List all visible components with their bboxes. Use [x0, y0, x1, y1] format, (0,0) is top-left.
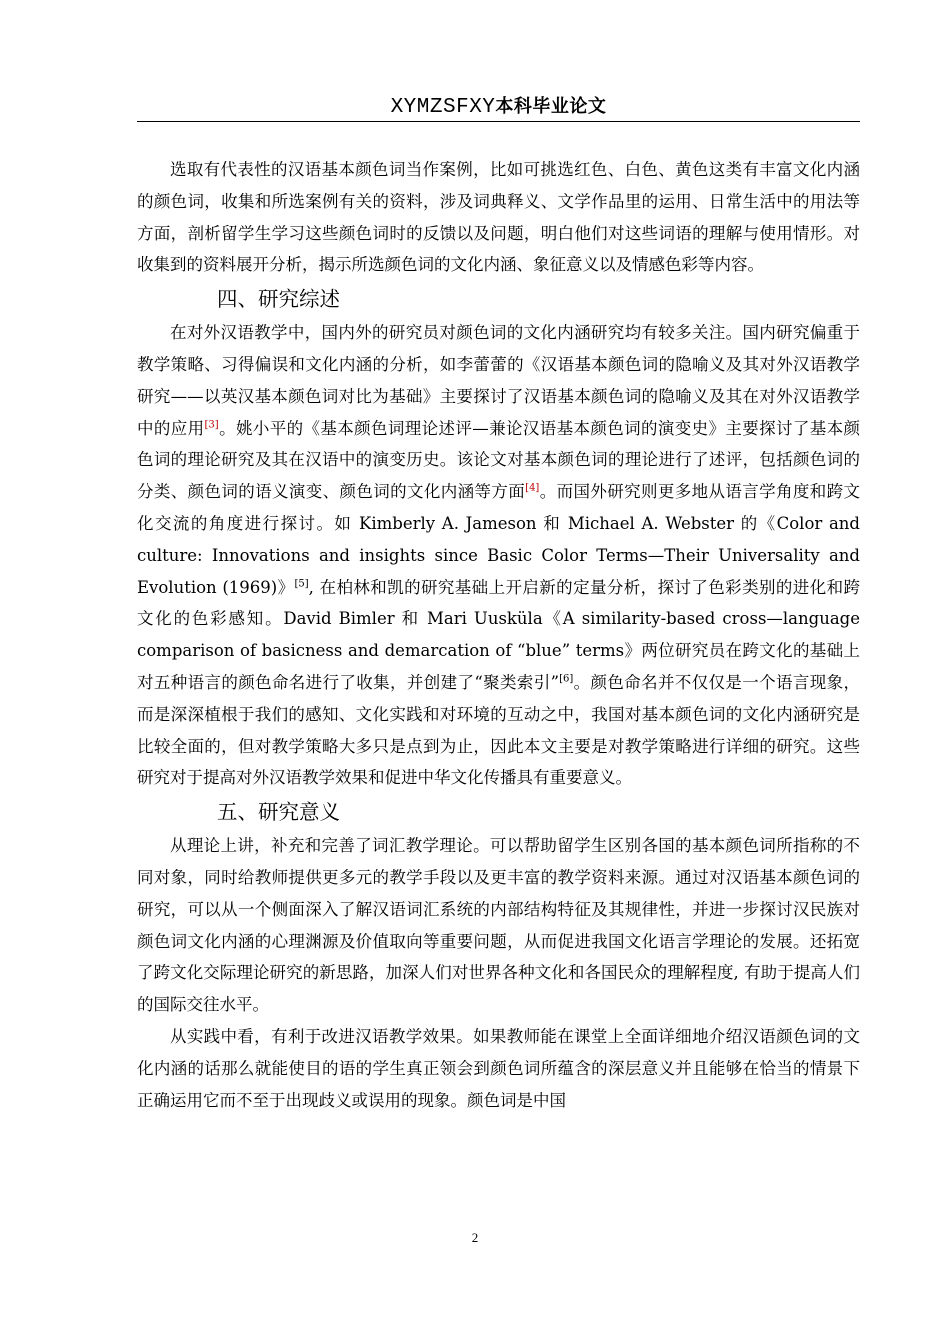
literature-text-3: 。而国外研究则更多地从语言学角度和跨文化交流的角度进行探讨。如 Kimberly A. Jameson 和 Michael A. Webster 的《Color and culture: Innovations and insights since Basic Color Terms—Their Universality and Evolution (1969)》	[137, 482, 861, 597]
literature-text-5: 。颜色命名并不仅仅是一个语言现象，而是深深植根于我们的感知、文化实践和对环境的互动之中，我国对基本颜色词的文化内涵研究是比较全面的，但对教学策略大多只是点到为止，因此本文主要是对教学策略进行详细的研究。这些研究对于提高对外汉语教学效果和促进中华文化传播具有重要意义。	[137, 672, 861, 788]
header-title	[391, 93, 607, 117]
citation-5[interactable]: [5]	[294, 578, 309, 590]
citation-6[interactable]: [6]	[559, 673, 574, 685]
section-heading-literature-review: 四、研究综述	[217, 287, 340, 312]
page-header	[137, 88, 860, 122]
section-heading-significance: 五、研究意义	[217, 800, 340, 825]
header-thesis-label: 本科毕业论文	[495, 96, 607, 117]
paragraph-case-selection: 选取有代表性的汉语基本颜色词当作案例，比如可挑选红色、白色、黄色这类有丰富文化内涵的颜色词，收集和所选案例有关的资料，涉及词典释义、文学作品里的运用、日常生活中的用法等方面，剖析留学生学习这些颜色词时的反馈以及问题，明白他们对这些词语的理解与使用情形。对收集到的资料展开分析，揭示所选颜色词的文化内涵、象征意义以及情感色彩等内容。	[137, 160, 860, 275]
paragraph-practical-significance: 从实践中看，有利于改进汉语教学效果。如果教师能在课堂上全面详细地介绍汉语颜色词的文化内涵的话那么就能使目的语的学生真正领会到颜色词所蕴含的深层意义并且能够在恰当的情景下正确运用它而不至于出现歧义或误用的现象。颜色词是中国	[137, 1026, 860, 1110]
citation-3[interactable]: [3]	[204, 419, 219, 431]
page-body	[137, 154, 860, 1116]
literature-text-1: 在对外汉语教学中，国内外的研究员对颜色词的文化内涵研究均有较多关注。国内研究偏重于教学策略、习得偏误和文化内涵的分析，如李蕾蕾的《汉语基本颜色词的隐喻义及其对外汉语教学研究——以英汉基本颜色词对比为基础》主要探讨了汉语基本颜色词的隐喻义及其在对外汉语教学中的应用	[137, 323, 860, 438]
citation-4[interactable]: [4]	[525, 482, 540, 494]
paragraph-literature-review	[137, 317, 860, 794]
literature-text-2: 。姚小平的《基本颜色词理论述评—兼论汉语基本颜色词的演变史》主要探讨了基本颜色词的理论研究及其在汉语中的演变历史。该论文对基本颜色词的理论进行了述评，包括颜色词的分类、颜色词的语义演变、颜色词的文化内涵等方面	[137, 418, 861, 502]
page-number: 2	[471, 1230, 479, 1245]
literature-text-4: , 在柏林和凯的研究基础上开启新的定量分析，探讨了色彩类别的进化和跨文化的色彩感知。David Bimler 和 Mari Uusküla《A similarity-based cross—language comparison of basicness and demarcation of “blue” terms》两位研究员在跨文化的基础上对五种语言的颜色命名进行了收集，并创建了“聚类索引”	[137, 577, 860, 692]
paragraph-theoretical-significance: 从理论上讲，补充和完善了词汇教学理论。可以帮助留学生区别各国的基本颜色词所指称的不同对象，同时给教师提供更多元的教学手段以及更丰富的教学资料来源。通过对汉语基本颜色词的研究，可以从一个侧面深入了解汉语词汇系统的内部结构特征及其规律性，并进一步探讨汉民族对颜色词文化内涵的心理渊源及价值取向等重要问题，从而促进我国文化语言学理论的发展。还拓宽了跨文化交际理论研究的新思路，加深人们对世界各种文化和各国民众的理解程度, 有助于提高人们的国际交往水平。	[137, 836, 860, 1015]
header-code: XYMZSFXY	[390, 96, 496, 119]
